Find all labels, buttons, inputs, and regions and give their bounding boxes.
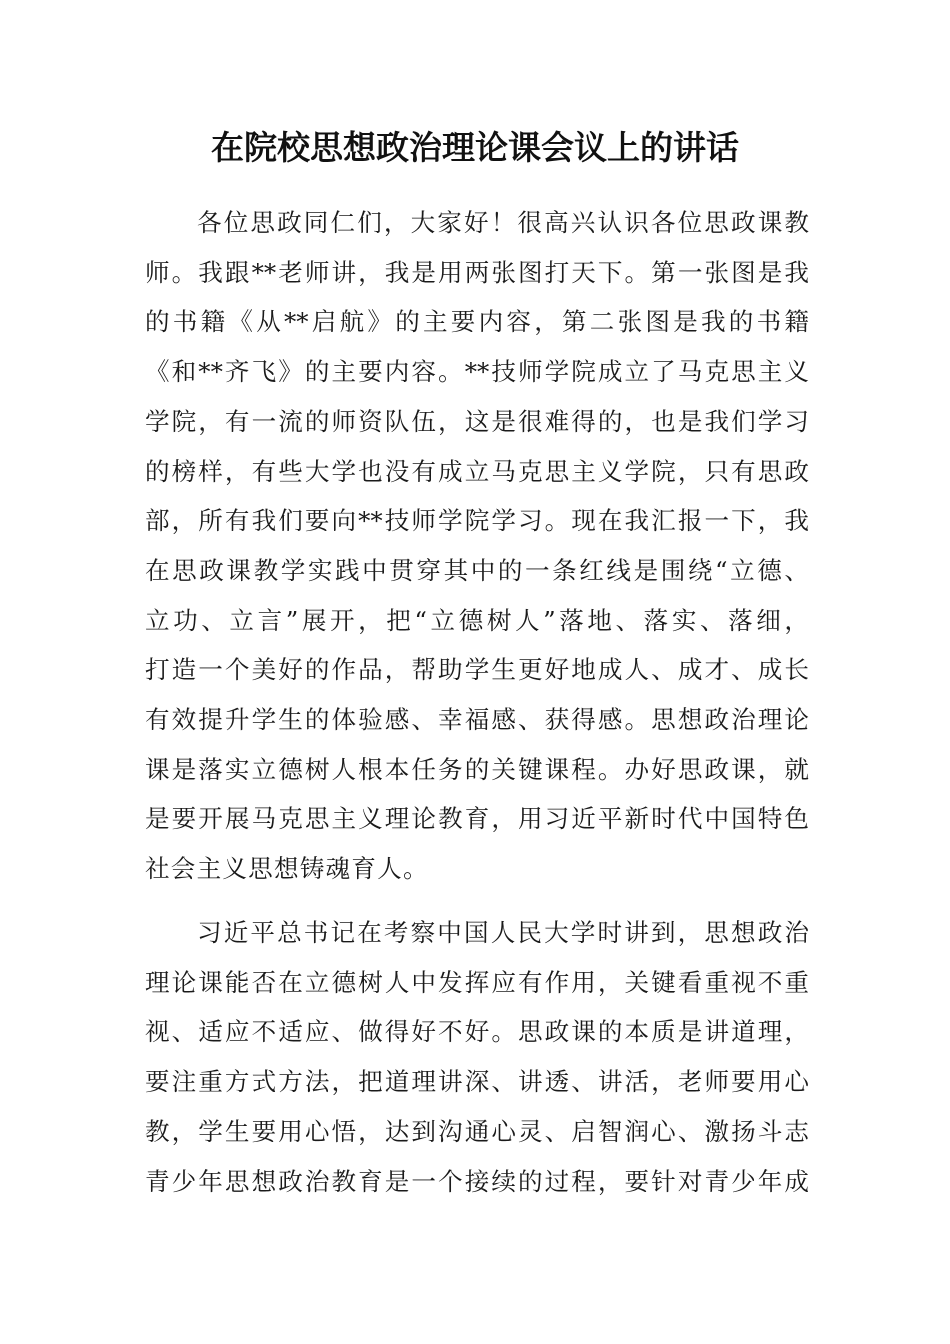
text-line: 课是落实立德树人根本任务的关键课程。办好思政课，就	[145, 754, 809, 784]
text-line: 立功、立言”展开，把“立德树人”落地、落实、落细，	[145, 605, 809, 635]
text-line: 部，所有我们要向**技师学院学习。现在我汇报一下，我	[145, 506, 809, 536]
text-line: 的榜样，有些大学也没有成立马克思主义学院，只有思政	[145, 456, 809, 486]
text-line: 学院，有一流的师资队伍，这是很难得的，也是我们学习	[145, 406, 809, 436]
text-line: 视、适应不适应、做得好不好。思政课的本质是讲道理，	[145, 1017, 809, 1047]
text-line: 有效提升学生的体验感、幸福感、获得感。思想政治理论	[145, 705, 809, 735]
page-title: 在院校思想政治理论课会议上的讲话	[211, 128, 739, 167]
text-line: 《和**齐飞》的主要内容。**技师学院成立了马克思主义	[145, 357, 809, 387]
text-line: 是要开展马克思主义理论教育，用习近平新时代中国特色	[145, 804, 809, 834]
text-line: 青少年思想政治教育是一个接续的过程，要针对青少年成	[145, 1166, 809, 1196]
text-line: 的书籍《从**启航》的主要内容，第二张图是我的书籍	[145, 307, 809, 337]
paragraph-1	[145, 198, 809, 894]
text-line: 教，学生要用心悟，达到沟通心灵、启智润心、激扬斗志	[145, 1116, 809, 1146]
text-line: 师。我跟**老师讲，我是用两张图打天下。第一张图是我	[145, 257, 809, 287]
text-line: 理论课能否在立德树人中发挥应有作用，关键看重视不重	[145, 967, 809, 997]
text-line: 各位思政同仁们，大家好！很高兴认识各位思政课教	[197, 208, 809, 237]
text-line: 打造一个美好的作品，帮助学生更好地成人、成才、成长	[145, 655, 809, 685]
text-line: 在思政课教学实践中贯穿其中的一条红线是围绕“立德、	[145, 555, 809, 585]
text-line: 习近平总书记在考察中国人民大学时讲到，思想政治	[197, 918, 809, 947]
text-line: 社会主义思想铸魂育人。	[145, 854, 429, 884]
paragraph-2	[145, 908, 809, 1206]
text-line: 要注重方式方法，把道理讲深、讲透、讲活，老师要用心	[145, 1067, 809, 1097]
